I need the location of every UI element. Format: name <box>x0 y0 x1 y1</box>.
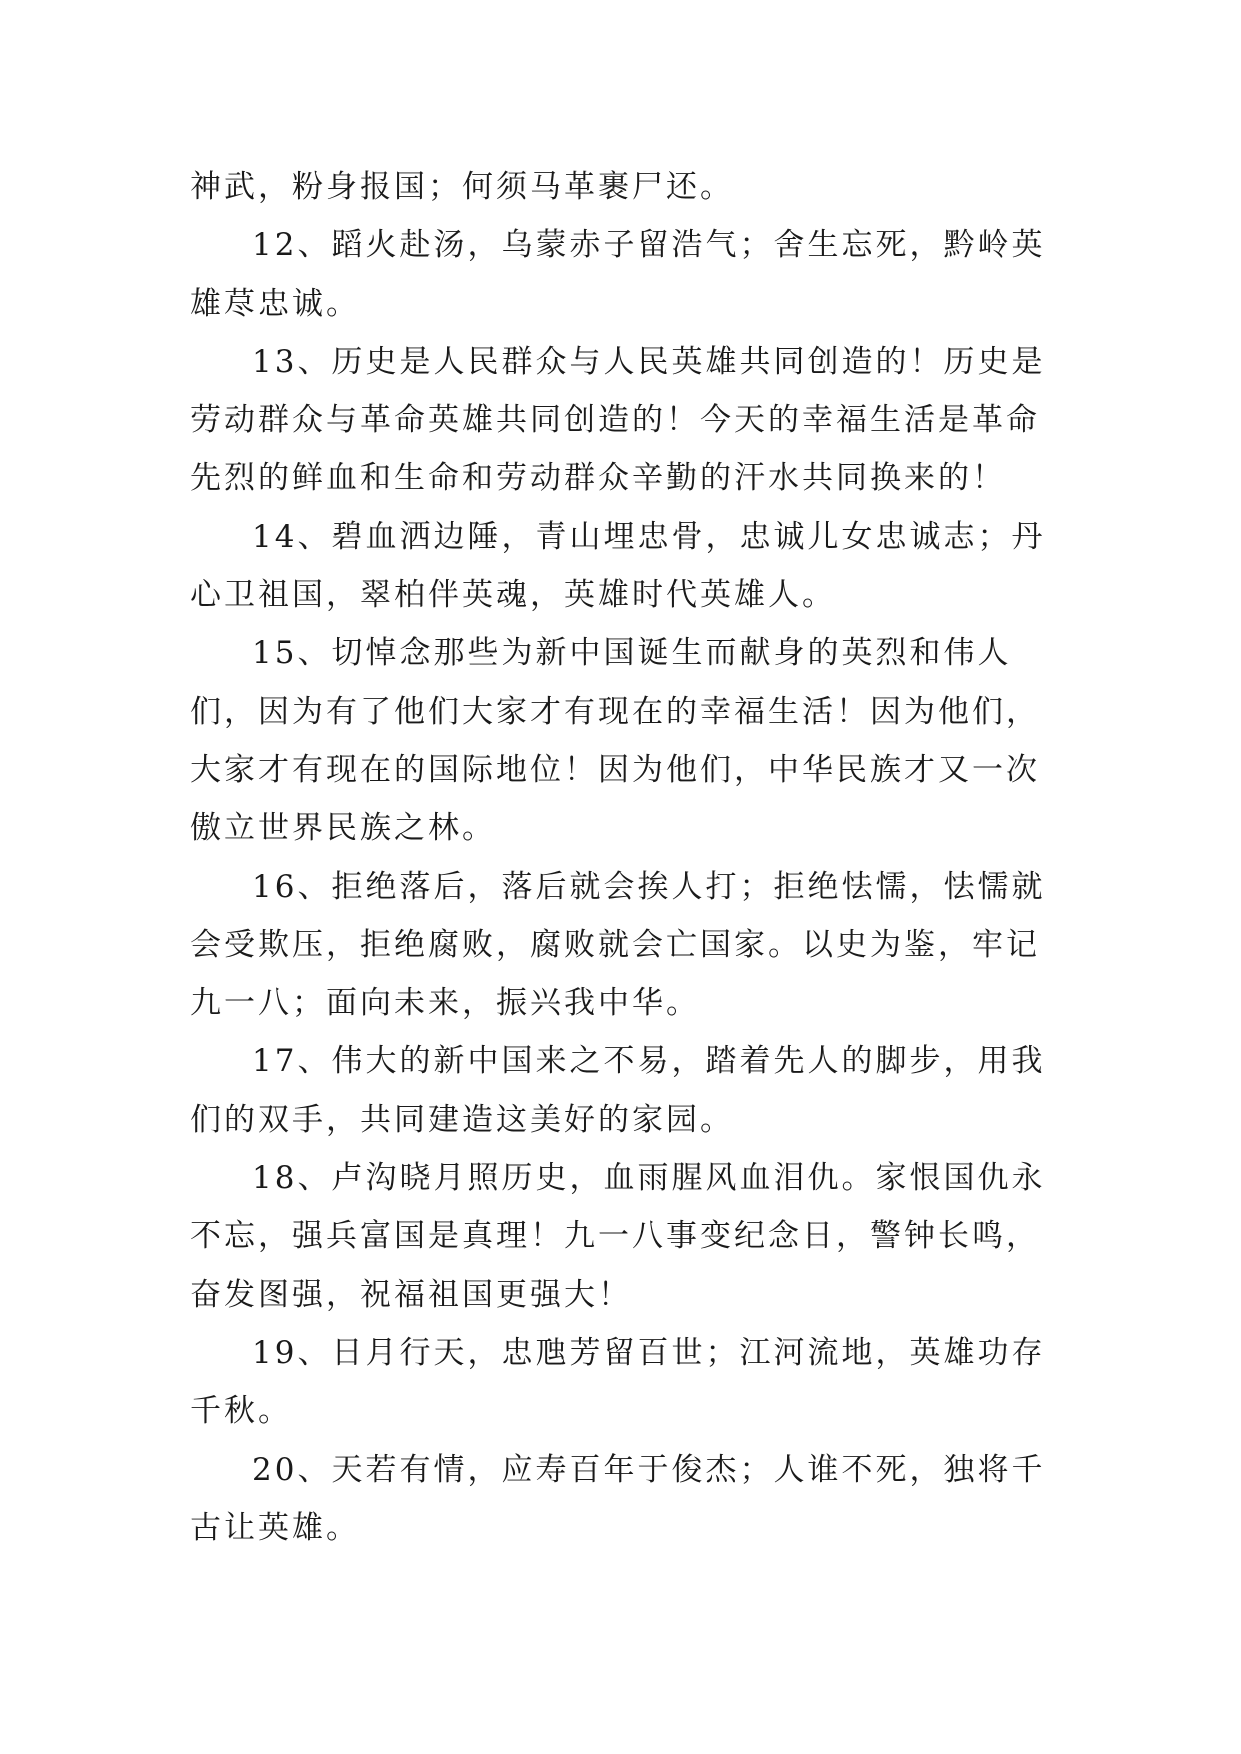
paragraph-12: 12、蹈火赴汤，乌蒙赤子留浩气；舍生忘死，黔岭英雄荩忠诚。 <box>190 227 1046 322</box>
paragraph-15: 15、切悼念那些为新中国诞生而献身的英烈和伟人们，因为有了他们大家才有现在的幸福生活！因为他们，大家才有现在的国际地位！因为他们，中华民族才又一次傲立世界民族之林。 <box>190 635 1040 847</box>
paragraph-14: 14、碧血洒边陲，青山埋忠骨，忠诚儿女忠诚志；丹心卫祖国，翠柏伴英魂，英雄时代英雄人。 <box>190 518 1046 614</box>
paragraph-20: 20、天若有情，应寿百年于俊杰；人谁不死，独将千古让英雄。 <box>190 1451 1046 1546</box>
paragraph-13: 13、历史是人民群众与人民英雄共同创造的！历史是劳动群众与革命英雄共同创造的！今天的幸福生活是革命先烈的鲜血和生命和劳动群众辛勤的汗水共同换来的！ <box>190 343 1046 497</box>
paragraph-16: 16、拒绝落后，落后就会挨人打；拒绝怯懦，怯懦就会受欺压，拒绝腐败，腐败就会亡国家。以史为鉴，牢记九一八；面向未来，振兴我中华。 <box>190 868 1046 1022</box>
paragraph-continued: 神武，粉身报国；何须马革裹尸还。 <box>190 169 734 205</box>
paragraph-19: 19、日月行天，忠虺芳留百世；江河流地，英雄功存千秋。 <box>190 1334 1046 1430</box>
document-body <box>190 158 1046 1557</box>
paragraph-18: 18、卢沟晓月照历史，血雨腥风血泪仇。家恨国仇永不忘，强兵富国是真理！九一八事变纪念日，警钟长鸣，奋发图强，祝福祖国更强大！ <box>190 1160 1046 1313</box>
paragraph-17: 17、伟大的新中国来之不易，踏着先人的脚步，用我们的双手，共同建造这美好的家园。 <box>190 1043 1046 1138</box>
